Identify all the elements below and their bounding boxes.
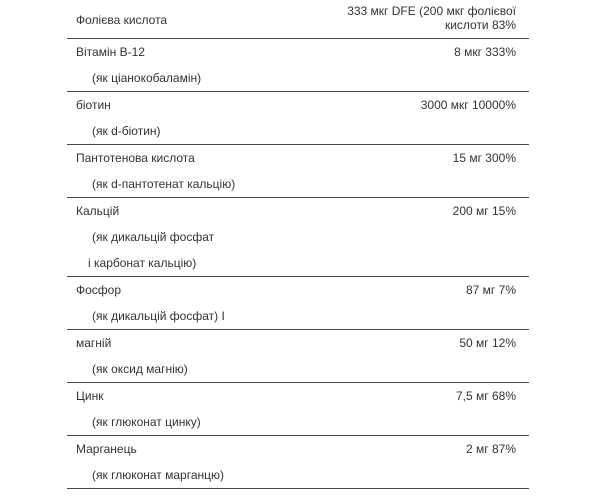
row-sub-line xyxy=(67,171,529,197)
nutrient-form: (як дикальцій фосфат xyxy=(92,230,215,244)
row-sub-line xyxy=(67,250,529,276)
row-main-line xyxy=(67,330,529,356)
nutrient-name: Марганець xyxy=(76,442,137,456)
nutrient-amount: 333 мкг DFE (200 мкг фолієвої кислоти 83% xyxy=(347,4,516,32)
table-row xyxy=(67,92,529,145)
row-sub-line xyxy=(67,409,529,435)
nutrient-name: Цинк xyxy=(76,389,104,403)
row-sub-line xyxy=(67,356,529,382)
row-sub-line xyxy=(67,65,529,91)
row-main-line xyxy=(67,436,529,462)
nutrient-amount: 50 мг 12% xyxy=(459,336,516,350)
nutrient-form: (як d-біотин) xyxy=(92,124,161,138)
table-row xyxy=(67,39,529,92)
table-row xyxy=(67,277,529,330)
row-sub-line xyxy=(67,224,529,250)
table-row xyxy=(67,198,529,277)
nutrient-form: (як глюконат марганцю) xyxy=(92,468,224,482)
table-row xyxy=(67,383,529,436)
table-row xyxy=(67,330,529,383)
nutrient-amount: 8 мкг 333% xyxy=(454,45,516,59)
nutrient-name: магній xyxy=(76,336,112,350)
row-sub-line xyxy=(67,118,529,144)
nutrient-name: Пантотенова кислота xyxy=(76,151,195,165)
nutrient-amount: 3000 мкг 10000% xyxy=(420,98,516,112)
row-main-line xyxy=(67,92,529,118)
nutrient-amount: 7,5 мг 68% xyxy=(456,389,516,403)
row-main-line xyxy=(67,145,529,171)
nutrient-name: Кальцій xyxy=(76,204,120,218)
nutrient-table xyxy=(67,0,529,489)
nutrient-form: (як дикальцій фосфат) I xyxy=(92,309,225,323)
row-sub-line xyxy=(67,303,529,329)
nutrient-name: Фолієва кислота xyxy=(76,13,168,27)
row-sub-line xyxy=(67,462,529,488)
nutrient-name: Вітамін B-12 xyxy=(76,45,145,59)
nutrient-name: біотин xyxy=(76,98,111,112)
row-main-line xyxy=(67,383,529,409)
row-main-line xyxy=(67,39,529,65)
nutrient-amount: 2 мг 87% xyxy=(466,442,516,456)
nutrient-form: (як глюконат цинку) xyxy=(92,415,201,429)
table-row xyxy=(67,0,529,39)
row-main-line xyxy=(67,0,529,38)
table-row xyxy=(67,436,529,489)
nutrient-form: (як d-пантотенат кальцію) xyxy=(92,177,236,191)
row-main-line xyxy=(67,198,529,224)
row-main-line xyxy=(67,277,529,303)
table-row xyxy=(67,145,529,198)
nutrient-amount: 15 мг 300% xyxy=(452,151,516,165)
nutrient-form: (як ціанокобаламін) xyxy=(92,71,202,85)
nutrient-form: (як оксид магнію) xyxy=(92,362,188,376)
nutrient-amount: 87 мг 7% xyxy=(466,283,516,297)
nutrient-name: Фосфор xyxy=(76,283,122,297)
nutrient-form: і карбонат кальцію) xyxy=(88,256,197,270)
nutrient-amount: 200 мг 15% xyxy=(452,204,516,218)
